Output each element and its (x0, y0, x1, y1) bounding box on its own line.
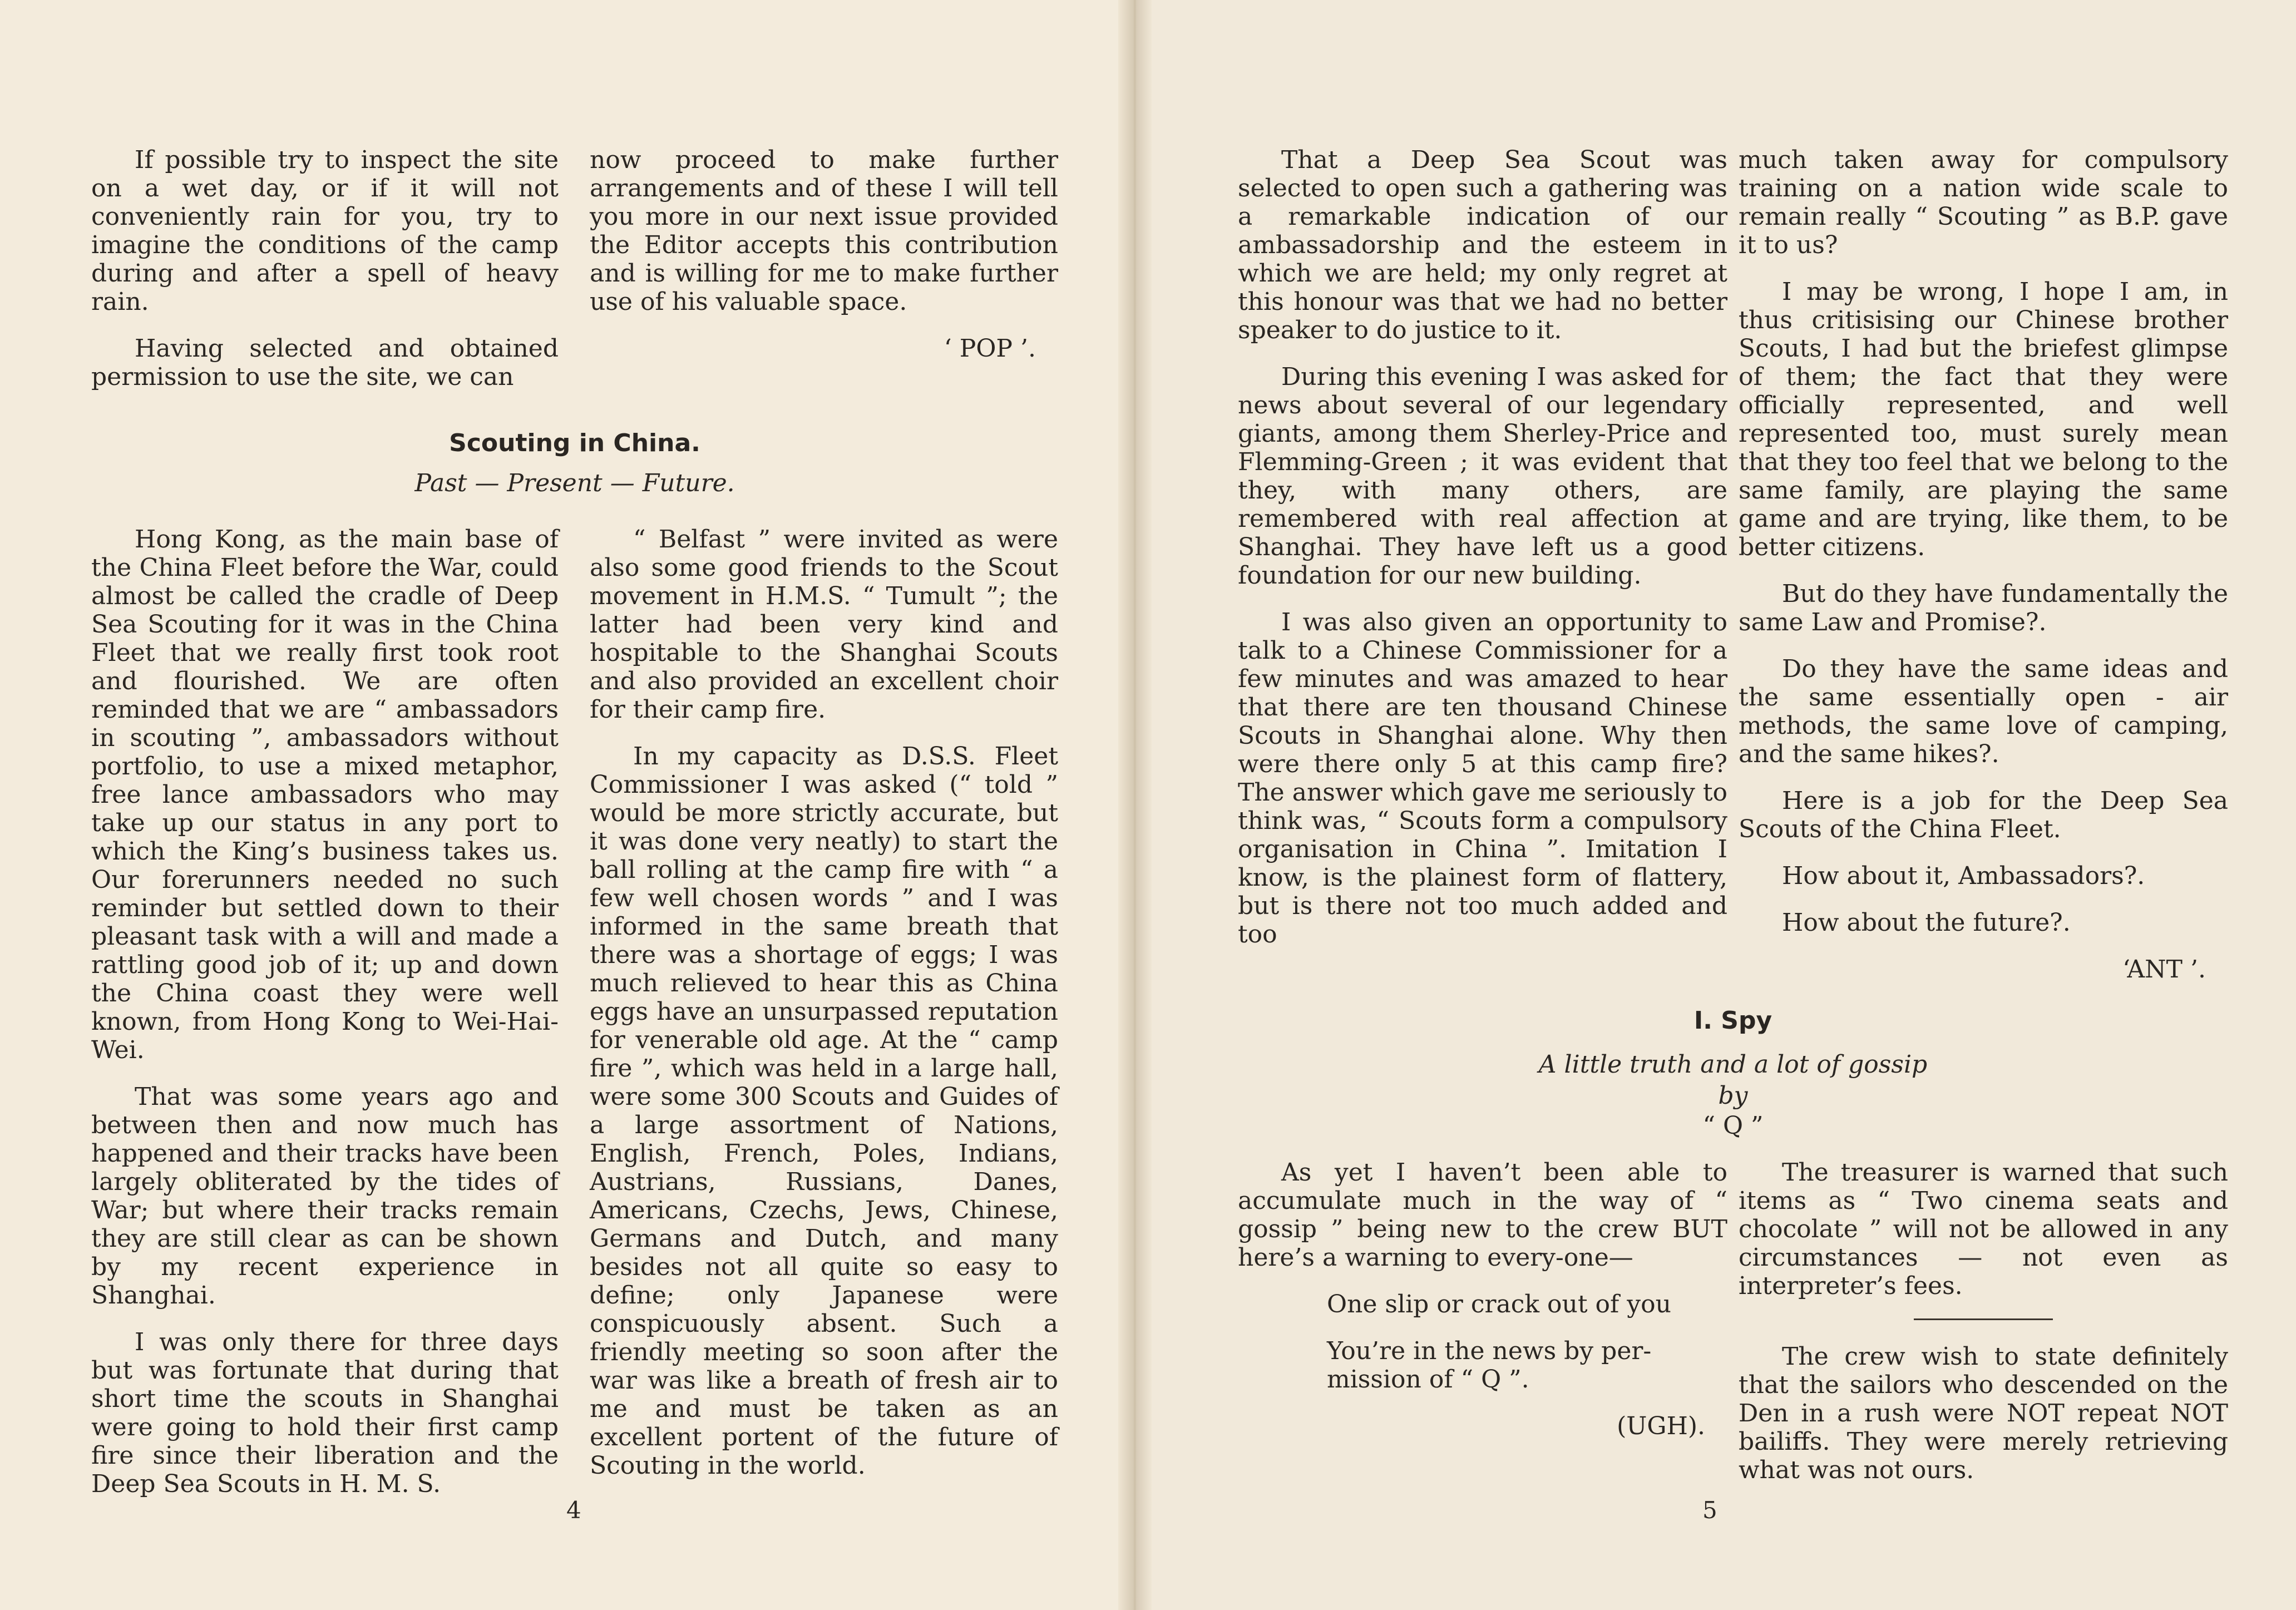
left-col1-top (91, 146, 559, 409)
paragraph: Having selected and obtained permission to use the site, we can (91, 334, 559, 391)
verse-line: You’re in the news by per-mission of “ Q ”. (1327, 1337, 1652, 1394)
paragraph: As yet I haven’t been able to accumulate much in the way of “ gossip ” being new to the crew BUT here’s a warning to every-one— (1238, 1158, 1727, 1272)
paragraph: During this evening I was asked for news about several of our legendary giants, among them Sherley-Price and Flemming-Green ; it was evident that they, with many others, are remembered with real affection at Shanghai. They have left us a good foundation for our new building. (1238, 363, 1727, 590)
verse-line: One slip or crack out of you (1327, 1290, 1671, 1318)
paragraph: Here is a job for the Deep Sea Scouts of the China Fleet. (1739, 787, 2228, 843)
paragraph: I was only there for three days but was fortunate that during that short time the scouts in Shanghai were going to hold their first camp fire since their liberation and the Deep Sea Scouts in H. M. S. (91, 1328, 559, 1498)
paragraph: now proceed to make further arrangements and of these I will tell you more in our next issue provided the Editor accepts this contribution and is willing for me to make further use of his valuable space. (590, 146, 1058, 316)
signature-ugh: (UGH). (1617, 1412, 1705, 1440)
paragraph: much taken away for compulsory training on a nation wide scale to remain really “ Scouting ” as B.P. gave it to us? (1739, 146, 2228, 259)
left-page (0, 0, 1135, 1610)
paragraph: I may be wrong, I hope I am, in thus critisising our Chinese brother Scouts, I had but the briefest glimpse of them; the fact that they were officially represented, and well represented too, must surely mean that they too feel that we belong to the same family, are playing the same game and are trying, like them, to be better citizens. (1739, 278, 2228, 561)
right-col1-top (1238, 146, 1727, 967)
left-col2-body (590, 525, 1058, 1498)
page-number-right: 5 (1702, 1497, 1717, 1524)
article-subtitle: Past — Present — Future. (414, 469, 735, 497)
left-col1-body (91, 525, 559, 1517)
paragraph: That a Deep Sea Scout was selected to open such a gathering was a remarkable indication of our ambassadorship and the esteem in which we are held; my only regret at this honour was that we had no better speaker to do justice to it. (1238, 146, 1727, 344)
signature-pop: ‘ POP ’. (944, 334, 1036, 363)
paragraph: The treasurer is warned that such items as “ Two cinema seats and chocolate ” will not be allowed in any circumstances — not even as interpreter’s fees. (1739, 1158, 2228, 1300)
paragraph: How about it, Ambassadors?. (1782, 862, 2145, 890)
paragraph: I was also given an opportunity to talk to a Chinese Commissioner for a few minutes and was amazed to hear that there are ten thousand Chinese Scouts in Shanghai alone. Why then were there only 5 at this camp fire? The answer which gave me seriously to think was, “ Scouts form a compulsory organisation in China ”. Imitation I know, is the plainest form of flattery, but is there not too much added and too (1238, 608, 1727, 949)
paragraph: Hong Kong, as the main base of the China Fleet before the War, could almost be called the cradle of Deep Sea Scouting for it was in the China Fleet that we really first took root and flourished. We are often reminded that we are “ ambassadors in scouting ”, ambassadors without portfolio, to use a mixed metaphor, free lance ambassadors who may take up our status in any port to which the King’s business takes us. Our forerunners needed no such reminder but settled down to their pleasant task with a will and made a rattling good job of it; up and down the China coast they were well known, from Hong Kong to Wei-Hai-Wei. (91, 525, 559, 1064)
signature-ant: ‘ANT ’. (2122, 955, 2206, 984)
page-number-left: 4 (566, 1497, 581, 1524)
paragraph: The crew wish to state definitely that the sailors who descended on the Den in a rush were NOT repeat NOT bailiffs. They were merely retrieving what was not ours. (1739, 1342, 2228, 1484)
article-title: Scouting in China. (449, 429, 700, 457)
spy-author: “ Q ” (1702, 1112, 1764, 1140)
paragraph: If possible try to inspect the site on a wet day, or if it will not conveniently rain for you, try to imagine the conditions of the camp during and after a spell of heavy rain. (91, 146, 559, 316)
spy-subtitle: A little truth and a lot of gossip (1538, 1050, 1928, 1079)
divider (1914, 1318, 2053, 1320)
left-col2-top (590, 146, 1058, 381)
right-page (1135, 0, 2296, 1610)
paragraph: Do they have the same ideas and the same essentially open - air methods, the same love of camping, and the same hikes?. (1739, 655, 2228, 768)
spy-by: by (1718, 1081, 1748, 1110)
paragraph: But do they have fundamentally the same Law and Promise?. (1739, 580, 2228, 636)
paragraph: “ Belfast ” were invited as were also some good friends to the Scout movement in H.M.S. “ Tumult ”; the latter had been very kind and hospitable to the Shanghai Scouts and also provided an excellent choir for their camp fire. (590, 525, 1058, 724)
paragraph: That was some years ago and between then and now much has happened and their tracks have been largely obliterated by the tides of War; but where their tracks remain they are still clear as can be shown by my recent experience in Shanghai. (91, 1083, 559, 1310)
right-col2-bottom (1739, 1158, 2228, 1503)
right-col2-top (1739, 146, 2228, 1002)
spy-title: I. Spy (1693, 1006, 1772, 1035)
paragraph: How about the future?. (1782, 908, 2071, 937)
book-spine (1118, 0, 1152, 1610)
paragraph: In my capacity as D.S.S. Fleet Commissioner I was asked (“ told ” would be more strictly accurate, but it was done very neatly) to start the ball rolling at the camp fire with “ a few well chosen words ” and I was informed in the same breath that there was a shortage of eggs; I was much relieved to hear this as China eggs have an unsurpassed reputation for venerable old age. At the “ camp fire ”, which was held in a large hall, were some 300 Scouts and Guides of a large assortment of Nations, English, French, Poles, Indians, Austrians, Russians, Danes, Americans, Czechs, Jews, Chinese, Germans and Dutch, and many besides not all quite so easy to define; only Japanese were conspicuously absent. Such a friendly meeting so soon after the war was like a breath of fresh air to me and must be taken as an excellent portent of the future of Scouting in the world. (590, 742, 1058, 1480)
right-col1-bottom (1238, 1158, 1727, 1459)
